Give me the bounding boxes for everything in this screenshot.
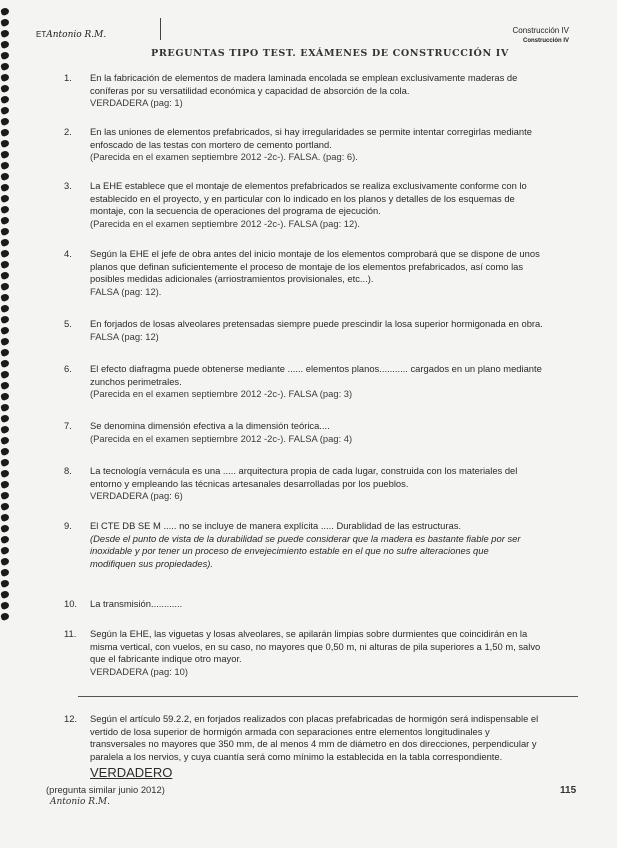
question-text-line: vertido de losa superior de hormigón armada con separaciones entre elementos longitudinales y [90, 725, 490, 737]
binding-hole [0, 414, 10, 423]
question-answer: (Parecida en el examen septiembre 2012 -2c-). FALSA. (pag: 6). [90, 151, 358, 163]
question-body [90, 180, 584, 230]
binding-hole [0, 304, 10, 313]
binding-hole [0, 568, 10, 577]
binding-hole [0, 480, 10, 489]
question-text-line: La EHE establece que el montaje de elementos prefabricados se realiza exclusivamente conforme con lo [90, 180, 527, 191]
binding-hole [0, 62, 10, 71]
question-answer: VERDADERA (pag: 1) [90, 97, 183, 109]
question-item [64, 520, 584, 570]
question-text-line: En forjados de losas alveolares pretensadas siempre puede prescindir la losa superior hormigonada en obra. [90, 318, 543, 329]
binding-hole [0, 18, 10, 27]
question-answer: (Parecida en el examen septiembre 2012 -2c-). FALSA (pag: 3) [90, 388, 353, 400]
question-number: 5. [64, 318, 72, 329]
binding-holes [0, 0, 14, 848]
binding-hole [0, 315, 10, 324]
separator-line [78, 696, 578, 697]
question-answer: (Parecida en el examen septiembre 2012 -2c-). FALSA (pag: 4) [90, 432, 353, 444]
question-item [64, 465, 584, 503]
binding-hole [0, 502, 10, 511]
binding-hole [0, 73, 10, 82]
binding-hole [0, 293, 10, 302]
question-answer: VERDADERA (pag: 10) [90, 665, 188, 677]
header-right [513, 26, 569, 46]
question-text-line: Según la EHE, las viguetas y losas alveolares, se apilarán limpias sobre durmientes que coincidirán en la [90, 628, 528, 639]
course-title: Construcción IV [512, 26, 569, 35]
binding-hole [0, 161, 10, 170]
question-item [64, 72, 584, 110]
binding-hole [0, 260, 10, 269]
header-left [36, 30, 106, 40]
binding-hole [0, 271, 10, 280]
question-number: 1. [64, 72, 72, 83]
page-title: PREGUNTAS TIPO TEST. EXÁMENES DE CONSTRUCCIÓN IV [151, 48, 509, 59]
question-body [90, 72, 584, 110]
binding-hole [0, 51, 10, 60]
question-answer: (Parecida en el examen septiembre 2012 -2c-). FALSA (pag: 12). [90, 217, 360, 229]
question-item [64, 126, 584, 164]
question-body [90, 420, 584, 445]
question-number: 2. [64, 126, 72, 137]
question-item [64, 628, 584, 678]
header-signature: Antonio R.M. [46, 30, 107, 40]
binding-hole [0, 590, 10, 599]
binding-hole [0, 546, 10, 555]
binding-hole [0, 106, 10, 115]
question-number: 4. [64, 248, 72, 259]
question-text-line: enfoscado de las testas con mortero de cemento portland. [90, 138, 332, 150]
footer-signature: Antonio R.M. [50, 797, 110, 807]
question-number: 7. [64, 420, 72, 431]
question-text-line: Según el artículo 59.2.2, en forjados realizados con placas prefabricadas de hormigón será indispensable el [90, 713, 539, 724]
binding-hole [0, 557, 10, 566]
question-text-line: entorno y empleando las técnicas artesanales desarrolladas por los pueblos. [90, 477, 409, 489]
question-text-line: El CTE DB SE M ..... no se incluye de manera explícita ..... Durablidad de las estructuras. [90, 520, 461, 531]
question-text-line: transversales no mayores que 350 mm, de al menos 4 mm de diámetro en dos direcciones, perpendicular y [90, 738, 537, 750]
binding-hole [0, 139, 10, 148]
question-item [64, 713, 584, 763]
question-body [90, 248, 584, 298]
binding-hole [0, 458, 10, 467]
final-answer: VERDADERO [90, 765, 173, 780]
question-number: 9. [64, 520, 72, 531]
binding-hole [0, 612, 10, 621]
question-text-line: misma vertical, con vuelos, en su caso, no mayores que 0,50 m, ni alturas de pila superiores a 1,50 m, salvo [90, 640, 541, 652]
question-note-line: modifiquen sus propiedades). [90, 557, 213, 569]
question-text-line: Se denomina dimensión efectiva a la dimensión teórica.... [90, 420, 330, 431]
binding-hole [0, 348, 10, 357]
question-body [90, 465, 584, 503]
binding-hole [0, 128, 10, 137]
page-number: 115 [560, 785, 577, 796]
question-text-line: posibles medidas adicionales (arriostramientos provisionales, etc...). [90, 273, 374, 285]
binding-hole [0, 337, 10, 346]
binding-hole [0, 579, 10, 588]
question-text-line: En las uniones de elementos prefabricados, si hay irregularidades se permite intentar corregirlas mediante [90, 126, 532, 137]
question-text-line: La transmisión............ [90, 598, 183, 609]
binding-hole [0, 249, 10, 258]
binding-hole [0, 117, 10, 126]
question-text-line: El efecto diafragma puede obtenerse mediante ...... elementos planos........... cargados en un plano mediante [90, 363, 542, 374]
question-item [64, 420, 584, 445]
binding-hole [0, 29, 10, 38]
binding-hole [0, 238, 10, 247]
binding-hole [0, 326, 10, 335]
binding-hole [0, 216, 10, 225]
question-item [64, 318, 584, 343]
question-body [90, 598, 584, 611]
question-body [90, 713, 584, 763]
question-text-line: En la fabricación de elementos de madera laminada encolada se emplean exclusivamente maderas de [90, 72, 518, 83]
binding-hole [0, 194, 10, 203]
binding-hole [0, 40, 10, 49]
course-subtitle: Construcción IV [522, 38, 569, 44]
question-body [90, 628, 584, 678]
question-number: 8. [64, 465, 72, 476]
question-number: 3. [64, 180, 72, 191]
binding-hole [0, 491, 10, 500]
question-note-line: (Desde el punto de vista de la durabilidad se puede considerar que la madera es bastante fiable por ser [90, 532, 521, 544]
question-text-line: que el fabricante indique otro mayor. [90, 653, 242, 665]
binding-hole [0, 359, 10, 368]
question-number: 6. [64, 363, 72, 374]
footer-note: (pregunta similar junio 2012) [46, 784, 165, 795]
question-text-line: montaje, con la secuencia de operaciones del programa de ejecución. [90, 205, 381, 217]
binding-hole [0, 95, 10, 104]
question-text-line: La tecnología vernácula es una ..... arquitectura propia de cada lugar, construida con los materiales del [90, 465, 518, 476]
question-body [90, 126, 584, 164]
question-text-line: paralela a los nervios, y cuya cuantía será como mínimo la establecida en la tabla correspondiente. [90, 750, 503, 762]
question-text-line: planos que definan suficientemente el proceso de montaje de los elementos prefabricados, así como las [90, 260, 524, 272]
binding-hole [0, 392, 10, 401]
question-answer: FALSA (pag: 12). [90, 285, 162, 297]
binding-hole [0, 425, 10, 434]
binding-hole [0, 601, 10, 610]
question-item [64, 248, 584, 298]
binding-hole [0, 150, 10, 159]
question-item [64, 180, 584, 230]
binding-hole [0, 227, 10, 236]
binding-hole [0, 524, 10, 533]
question-item [64, 363, 584, 401]
binding-hole [0, 513, 10, 522]
question-text-line: coníferas por su versatilidad económica y capacidad de absorción de la cola. [90, 84, 410, 96]
binding-hole [0, 84, 10, 93]
question-answer: FALSA (pag: 12) [90, 330, 159, 342]
question-text-line: establecido en el proyecto, y en particular con lo indicado en los planos y detalles de los esquemas de [90, 192, 515, 204]
question-body [90, 520, 584, 570]
question-number: 12. [64, 713, 78, 724]
question-note-line: inoxidable y por tener un proceso de envejecimiento estable en el que no sufre alteraciones que [90, 545, 489, 557]
binding-hole [0, 7, 10, 16]
binding-hole [0, 436, 10, 445]
binding-hole [0, 469, 10, 478]
header-left-text: ET [36, 30, 47, 39]
question-body [90, 363, 584, 401]
question-number: 10. [64, 598, 78, 609]
question-answer: VERDADERA (pag: 6) [90, 490, 183, 502]
binding-hole [0, 172, 10, 181]
binding-hole [0, 282, 10, 291]
question-item [64, 598, 584, 611]
binding-hole [0, 381, 10, 390]
binding-hole [0, 535, 10, 544]
question-body [90, 318, 584, 343]
header-mark [160, 18, 161, 40]
question-number: 11. [64, 628, 77, 639]
binding-hole [0, 205, 10, 214]
question-text-line: Según la EHE el jefe de obra antes del inicio montaje de los elementos comprobará que se dispone de unos [90, 248, 540, 259]
binding-hole [0, 183, 10, 192]
question-text-line: zunchos perimetrales. [90, 375, 182, 387]
binding-hole [0, 403, 10, 412]
binding-hole [0, 370, 10, 379]
binding-hole [0, 447, 10, 456]
